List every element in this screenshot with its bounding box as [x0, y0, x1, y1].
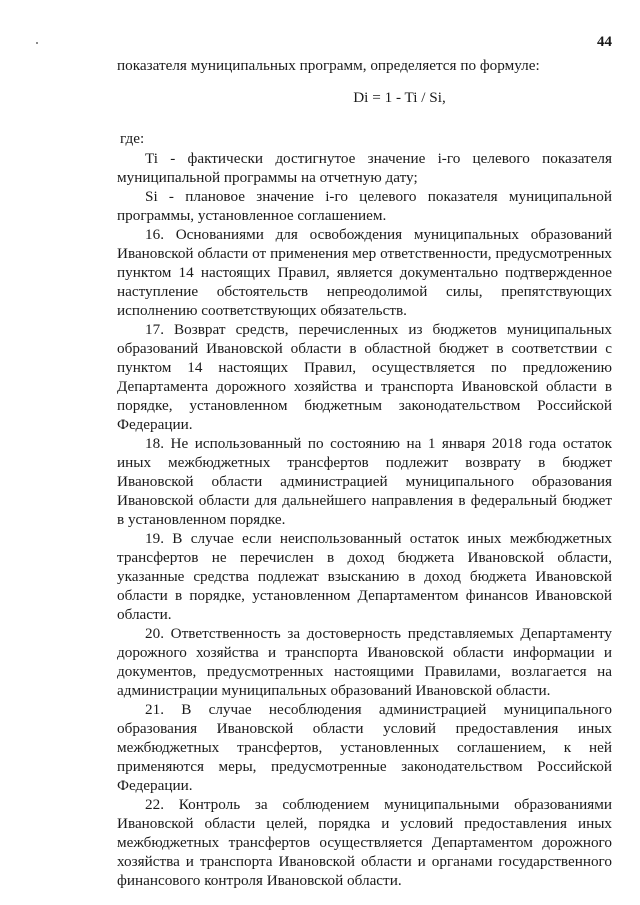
where-label: где:: [120, 130, 145, 147]
scan-speck: [36, 42, 38, 44]
definition-si: Si - плановое значение i-го целевого показателя муниципальной программы, установленное соглашением.: [117, 188, 612, 224]
paragraph-17: 17. Возврат средств, перечисленных из бюджетов муниципальных образований Ивановской области в областной бюджет в соответствии с пунктом 14 настоящих Правил, осуществляется по предложению Департамента дорожного хозяйства и транспорта Ивановской области в порядке, установленном бюджетным законодательством Российской Федерации.: [117, 321, 612, 433]
page-number: 44: [597, 34, 612, 50]
paragraph-16: 16. Основаниями для освобождения муниципальных образований Ивановской области от применения мер ответственности, предусмотренных пунктом 14 настоящих Правил, является документально подтвержденное наступление обстоятельств непреодолимой силы, препятствующих исполнению соответствующих обязательств.: [117, 226, 612, 319]
formula: Di = 1 - Ti / Si,: [353, 89, 446, 106]
definition-ti: Ti - фактически достигнутое значение i-го целевого показателя муниципальной программы на отчетную дату;: [117, 150, 612, 186]
intro-line: показателя муниципальных программ, определяется по формуле:: [117, 57, 540, 74]
document-body: [117, 56, 612, 890]
paragraph-22: 22. Контроль за соблюдением муниципальными образованиями Ивановской области целей, порядка и условий предоставления иных межбюджетных трансфертов осуществляется Департаментом дорожного хозяйства и транспорта Ивановской области и органами государственного финансового контроля Ивановской области.: [117, 796, 612, 889]
paragraph-19: 19. В случае если неиспользованный остаток иных межбюджетных трансфертов не перечислен в доход бюджета Ивановской области, указанные средства подлежат взысканию в доход бюджета Ивановской области в порядке, установленном Департаментом финансов Ивановской области.: [117, 530, 612, 623]
paragraph-20: 20. Ответственность за достоверность представляемых Департаменту дорожного хозяйства и транспорта Ивановской области информации и документов, предусмотренных настоящими Правилами, возлагается на администрации муниципальных образований Ивановской области.: [117, 625, 612, 699]
paragraph-18: 18. Не использованный по состоянию на 1 января 2018 года остаток иных межбюджетных трансфертов подлежит возврату в бюджет Ивановской области администрацией муниципального образования Ивановской области для дальнейшего направления в федеральный бюджет в установленном порядке.: [117, 435, 612, 528]
paragraph-21: 21. В случае несоблюдения администрацией муниципального образования Ивановской области условий предоставления иных межбюджетных трансфертов, установленных соглашением, к ней применяются меры, предусмотренные законодательством Российской Федерации.: [117, 701, 612, 794]
